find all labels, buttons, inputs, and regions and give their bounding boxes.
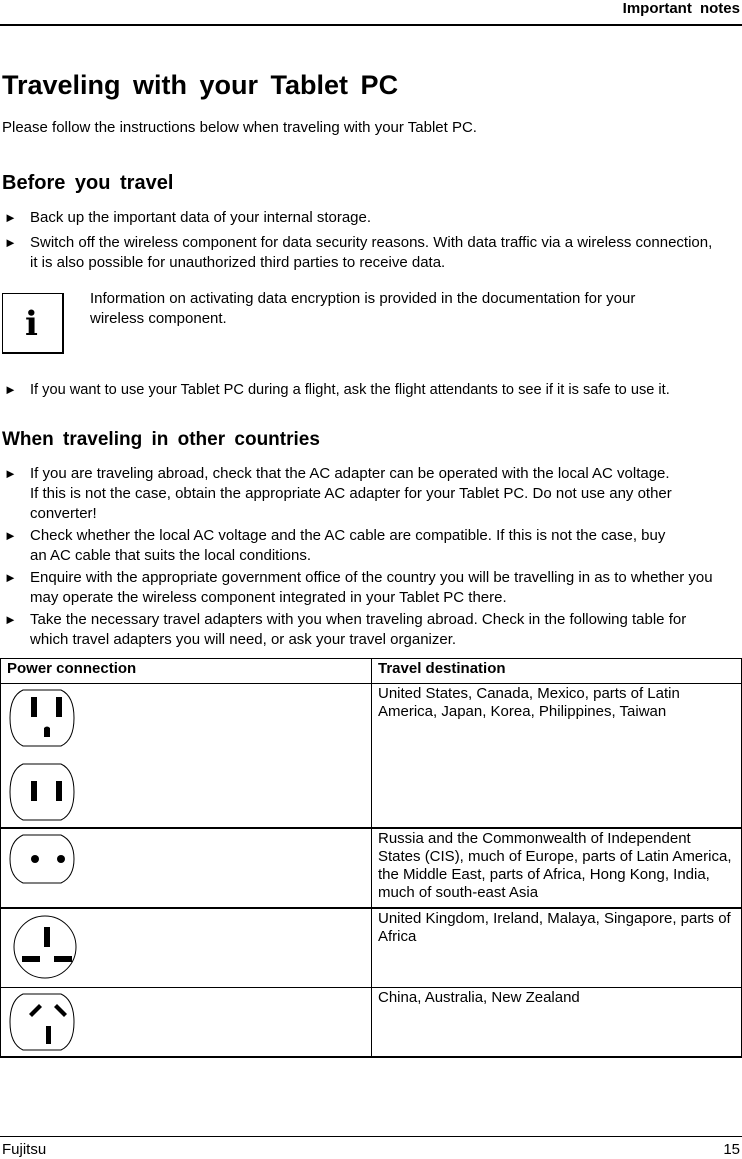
bullet-item: ► Take the necessary travel adapters with you when traveling abroad. Check in the following table for which travel adapters you will need, or ask your travel organizer. (4, 611, 687, 648)
info-icon: i (2, 293, 64, 354)
bullet-arrow-icon: ► (4, 570, 17, 585)
table-row (1, 988, 742, 1058)
travel-destination-cell: China, Australia, New Zealand (372, 988, 742, 1058)
travel-destination-cell: United Kingdom, Ireland, Malaya, Singapore, parts of Africa (372, 908, 742, 988)
bullet-arrow-icon: ► (4, 210, 17, 225)
travel-destination-cell: United States, Canada, Mexico, parts of Latin America, Japan, Korea, Philippines, Taiwan (372, 684, 742, 828)
table-header-row (1, 659, 742, 684)
column-header: Power connection (1, 659, 372, 684)
page-number: 15 (723, 1141, 740, 1158)
bullet-item: ► If you are traveling abroad, check that the AC adapter can be operated with the local AC voltage. If this is not the case, obtain the appropriate AC adapter for your Tablet PC. Do not use any other converter! (4, 465, 672, 522)
footer-rule (0, 1136, 742, 1137)
bullet-arrow-icon: ► (4, 382, 17, 397)
bullet-item: ► Check whether the local AC voltage and the AC cable are compatible. If this is not the case, buy an AC cable that suits the local conditions. (4, 527, 666, 564)
us-3-pin-plug-icon (7, 688, 77, 748)
europlug-icon (7, 833, 77, 885)
bullet-item: ► Back up the important data of your internal storage. (4, 209, 372, 226)
info-note: Information on activating data encryption is provided in the documentation for your wireless component. (90, 290, 636, 327)
bullet-arrow-icon: ► (4, 235, 17, 250)
bullet-item: ► Enquire with the appropriate government office of the country you will be travelling in as to whether you may operate the wireless component integrated in your Tablet PC there. (4, 569, 713, 606)
travel-destination-cell: Russia and the Commonwealth of Independent States (CIS), much of Europe, parts of Latin America, the Middle East, parts of Africa, Hong Kong, India, much of south-east Asia (372, 828, 742, 908)
table-row (1, 684, 742, 828)
intro-text: Please follow the instructions below when traveling with your Tablet PC. (2, 119, 477, 136)
page-title: Traveling with your Tablet PC (2, 70, 399, 100)
bullet-item: ► If you want to use your Tablet PC during a flight, ask the flight attendants to see if it is safe to use it. (4, 382, 670, 398)
australian-plug-icon (7, 992, 77, 1052)
section-heading-countries: When traveling in other countries (2, 429, 320, 450)
column-header: Travel destination (372, 659, 742, 684)
bullet-arrow-icon: ► (4, 528, 17, 543)
header-rule (0, 24, 742, 26)
table-row (1, 908, 742, 988)
travel-adapter-table (0, 658, 742, 1058)
uk-plug-icon (7, 913, 77, 979)
bullet-item: ► Switch off the wireless component for data security reasons. With data traffic via a wireless connection, it is also possible for unauthorized third parties to receive data. (4, 234, 713, 271)
footer-brand: Fujitsu (2, 1141, 47, 1158)
bullet-arrow-icon: ► (4, 466, 17, 481)
bullet-arrow-icon: ► (4, 612, 17, 627)
section-heading-before: Before you travel (2, 172, 174, 194)
table-row (1, 828, 742, 908)
us-2-pin-plug-icon (7, 762, 77, 822)
running-header: Important notes (622, 0, 740, 17)
